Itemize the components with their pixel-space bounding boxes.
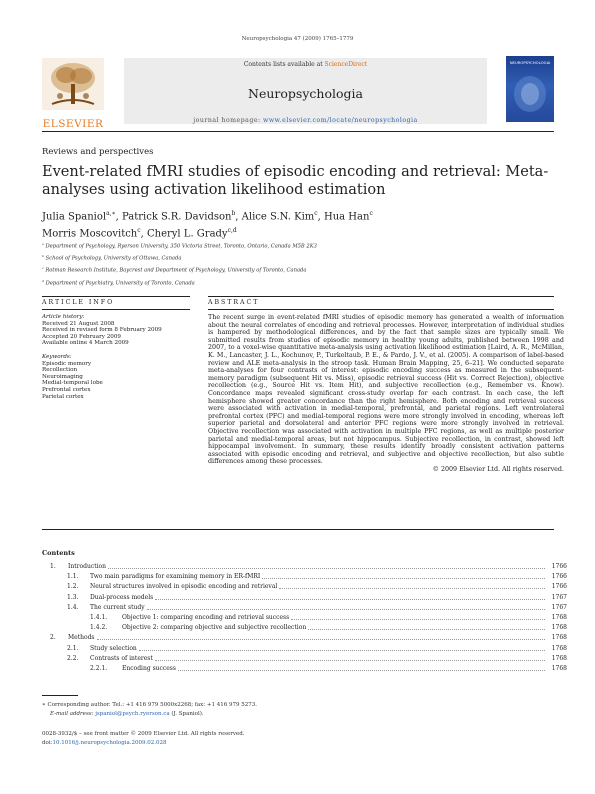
toc-title[interactable]: Introduction <box>68 563 106 570</box>
history-item: Received in revised form 8 February 2009 <box>42 327 162 334</box>
toc-number: 1.4.1. <box>90 614 108 621</box>
authors-line-2: Morris Moscovitch$^c$, Cheryl L. Grady$^{c,d}$ <box>42 227 237 240</box>
toc-row[interactable] <box>42 563 567 573</box>
journal-citation: Neuropsychologia 47 (2009) 1765–1779 <box>241 36 354 42</box>
toc-row[interactable] <box>42 634 567 644</box>
toc-leader <box>178 665 545 671</box>
author-name: Patrick S.R. Davidson <box>121 211 232 223</box>
toc-page: 1767 <box>551 593 567 601</box>
info-rule-top <box>42 296 190 297</box>
toc-title[interactable]: Objective 1: comparing encoding and retrieval success <box>122 614 290 621</box>
toc-leader <box>147 604 545 610</box>
journal-homepage <box>124 117 487 124</box>
toc-row[interactable] <box>42 655 567 665</box>
history-list <box>42 321 190 347</box>
author-affil-marker: c <box>369 210 373 217</box>
keyword-item: Medial-temporal lobe <box>42 380 103 387</box>
affiliation-text: School of Psychology, University of Ottawa, Canada <box>45 255 182 262</box>
email-line <box>42 710 554 719</box>
toc-title[interactable]: Dual-process models <box>90 593 154 601</box>
abstract-heading: ABSTRACT <box>208 299 260 306</box>
affiliation-item <box>42 264 554 276</box>
email-label: E-mail address: <box>50 710 96 717</box>
affiliation-text: Department of Psychiatry, University of Toronto, Canada <box>45 280 195 287</box>
elsevier-tree-logo <box>42 58 104 110</box>
info-rule-sub <box>42 309 190 310</box>
affiliation-item <box>42 252 554 264</box>
toc-row[interactable] <box>42 604 567 614</box>
author-name: Julia Spaniol <box>42 211 107 223</box>
toc-leader <box>262 573 545 579</box>
article-title: Event-related fMRI studies of episodic encoding and retrieval: Meta-analyses using activation likelihood estimation <box>42 164 549 198</box>
abstract <box>208 314 564 473</box>
issn-line: 0028-3932/$ – see front matter © 2009 Elsevier Ltd. All rights reserved. <box>42 731 245 737</box>
toc-page: 1766 <box>551 563 567 570</box>
history-item: Accepted 20 February 2009 <box>42 333 121 340</box>
toc-title[interactable]: Objective 2: comparing objective and subjective recollection <box>122 624 307 632</box>
toc-row[interactable] <box>42 645 567 655</box>
abstract-rule-bottom <box>42 529 554 530</box>
abstract-text: The recent surge in event-related fMRI studies of episodic memory has generated a wealth of information about the neural correlates of encoding and retrieval processes. However, interpretation of individual studies is hampered by methodological differences, and by the fact that sample sizes are typically small. We submitted results from studies of episodic memory in healthy young adults, published between 1998 and 2007, to a voxel-wise quantitative meta-analysis using activation likelihood estimation [Laird, A. R., McMillan, K. M., Lancaster, J. L., Kochunov, P., Turkeltaub, P. E., & Pardo, J. V., et al. (2005). A comparison of label-based review and ALE meta-analysis in the stroop task. Human Brain Mapping, 25, 6–21]. We conducted separate meta-analyses for four contrasts of interest: episodic encoding success as measured in the subsequent-memory paradigm (subsequent Hit vs. Miss), episodic retrieval success (Hit vs. Correct Rejection), objective recollection (e.g., Source Hit vs. Item Hit), and subjective recollection (e.g., Remember vs. Know). Concordance maps revealed significant cross-study overlap for each contrast. In each case, the left hemisphere showed greater concordance than the right hemisphere. Both encoding and retrieval success were associated with activation in medial-temporal, prefrontal, and parietal regions. Left ventrolateral prefrontal cortex (PFC) and medial-temporal regions were more strongly involved in encoding, whereas left superior parietal and dorsolateral and anterior PFC regions were more strongly involved in retrieval. Objective recollection was associated with activation in multiple PFC regions, as well as multiple posterior parietal and medial-temporal areas, but not hippocampus. Subjective recollection, in contrast, showed left hippocampal involvement. In summary, these results identify broadly consistent activation patterns associated with episodic encoding and retrieval, and subjective and objective recollection, but also subtle differences among these processes. <box>208 314 564 466</box>
authors-line-1: Julia Spaniol$^{a,∗}$, Patrick S.R. Davidson$^b$, Alice S.N. Kim$^c$, Hua Han$^c$ <box>42 210 373 223</box>
affiliation-marker: c <box>42 266 44 271</box>
author-name: Alice S.N. Kim <box>241 211 315 223</box>
affiliation-text: Rotman Research Institute, Baycrest and Department of Psychology, University of Toronto, Canada <box>45 268 307 275</box>
keyword-item: Prefrontal cortex <box>42 386 91 393</box>
toc-number: 1.1. <box>67 573 79 581</box>
keyword-item: Recollection <box>42 367 78 374</box>
footnote-rule <box>42 695 78 696</box>
toc-leader <box>108 563 545 569</box>
keyword-item: Parietal cortex <box>42 393 84 400</box>
toc-page: 1768 <box>551 624 567 632</box>
toc-number: 1.2. <box>67 583 79 591</box>
toc-row[interactable] <box>42 594 567 604</box>
issn-doi <box>42 730 554 747</box>
abstract-rule-top <box>208 296 554 297</box>
keywords-list <box>42 361 190 401</box>
toc-leader <box>155 655 545 661</box>
toc-leader <box>279 583 545 589</box>
toc-title[interactable]: Study selection <box>90 644 137 652</box>
toc-row[interactable] <box>42 583 567 593</box>
history-item: Received 21 August 2008 <box>42 320 115 327</box>
toc-leader <box>97 634 545 640</box>
email-suffix: (J. Spaniol). <box>169 710 204 717</box>
toc-title[interactable]: Encoding success <box>122 665 176 672</box>
sciencedirect-link[interactable]: ScienceDirect <box>324 61 368 68</box>
author-name: Hua Han <box>324 211 370 223</box>
author-list <box>42 207 554 242</box>
publisher-name: ELSEVIER <box>42 118 104 130</box>
affiliation-item <box>42 277 554 289</box>
toc-title[interactable]: Neural structures involved in episodic encoding and retrieval <box>90 583 278 591</box>
doi-prefix: doi: <box>42 739 53 746</box>
keywords-label: Keywords: <box>42 353 72 360</box>
toc-page: 1768 <box>551 614 567 621</box>
toc-row[interactable] <box>42 614 567 624</box>
contents-heading: Contents <box>42 549 75 557</box>
toc-number: 1.4. <box>67 603 79 611</box>
abstract-rule-sub <box>208 309 554 310</box>
history-item: Available online 4 March 2009 <box>42 340 129 347</box>
affiliation-marker: b <box>42 254 44 259</box>
toc-number: 2.2. <box>67 654 79 662</box>
toc-number: 1.3. <box>67 593 79 601</box>
copyright: © 2009 Elsevier Ltd. All rights reserved. <box>432 465 564 473</box>
affiliation-text: Department of Psychology, Ryerson University, 350 Victoria Street, Toronto, Ontario, Canada M5B 2K3 <box>45 243 317 250</box>
keyword-item: Neuroimaging <box>42 373 83 380</box>
keyword-item: Episodic memory <box>42 360 92 367</box>
article-info-heading: ARTICLE INFO <box>42 299 115 306</box>
toc-title[interactable]: The current study <box>90 603 145 611</box>
author-affil-marker: a,∗ <box>106 210 116 217</box>
journal-cover-image <box>506 56 554 122</box>
toc-page: 1768 <box>551 634 567 642</box>
corresponding-author: ∗ Corresponding author. Tel.: +1 416 979 5000x2268; fax: +1 416 979 5273. <box>42 702 257 708</box>
toc-leader <box>155 594 545 600</box>
header-rule <box>42 131 554 132</box>
toc-leader <box>308 624 545 630</box>
section-type: Reviews and perspectives <box>42 147 154 157</box>
toc-title[interactable]: Contrasts of interest <box>90 654 153 662</box>
cover-title: NEUROPSYCHOLOGIA <box>509 60 551 65</box>
contents-available <box>124 61 487 68</box>
author-affil-marker: c <box>314 210 318 217</box>
email-link[interactable]: jspaniol@psych.ryerson.ca <box>95 710 170 717</box>
contents-prefix: Contents lists available at <box>243 61 325 68</box>
history-label: Article history: <box>42 314 85 320</box>
toc-page: 1768 <box>551 654 567 662</box>
toc-page: 1768 <box>551 665 567 672</box>
toc-number: 2.1. <box>67 644 79 652</box>
toc-number: 1.4.2. <box>90 624 108 632</box>
homepage-prefix: journal homepage: <box>193 117 264 124</box>
affiliations <box>42 240 554 289</box>
author-affil-marker: c <box>137 227 141 235</box>
affiliation-item <box>42 240 554 252</box>
article-info <box>42 314 190 400</box>
toc-number: 1. <box>50 563 56 570</box>
author-name: Morris Moscovitch <box>42 228 138 240</box>
doi-link[interactable]: 10.1016/j.neuropsychologia.2009.02.028 <box>52 739 167 746</box>
toc-row[interactable] <box>42 624 567 634</box>
toc-leader <box>291 614 545 620</box>
author-affil-marker: c,d <box>227 227 237 235</box>
toc-page: 1766 <box>551 583 567 591</box>
footnote <box>42 701 554 718</box>
doi-line <box>42 739 554 748</box>
toc-row[interactable] <box>42 573 567 583</box>
author-affil-marker: b <box>231 210 236 217</box>
journal-title: Neuropsychologia <box>248 86 363 101</box>
toc-page: 1768 <box>551 644 567 652</box>
toc-title[interactable]: Two main paradigms for examining memory in ER-fMRI <box>90 573 261 581</box>
author-name: Cheryl L. Grady <box>146 228 228 240</box>
toc-number: 2.2.1. <box>90 665 108 672</box>
affiliation-marker: d <box>42 278 44 283</box>
toc-number: 2. <box>50 634 56 642</box>
toc-page: 1766 <box>551 573 567 581</box>
toc-row[interactable] <box>42 665 567 675</box>
toc-title[interactable]: Methods <box>68 634 95 642</box>
toc-leader <box>139 645 545 651</box>
affiliation-marker: a <box>42 242 44 246</box>
toc-page: 1767 <box>551 603 567 611</box>
homepage-url-link[interactable]: www.elsevier.com/locate/neuropsychologia <box>263 117 418 124</box>
